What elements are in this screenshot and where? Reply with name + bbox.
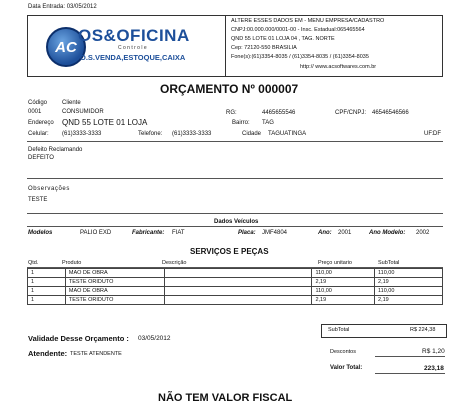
subtotal-value: R$ 224,38 — [410, 327, 436, 333]
footer-fiscal: NÃO TEM VALOR FISCAL — [158, 392, 293, 404]
model-year-value: 2002 — [416, 230, 430, 236]
district-value: TAG — [262, 120, 274, 126]
attendant-label: Atendente: — [28, 349, 68, 358]
cell-subtotal: 2,19 — [375, 278, 443, 287]
discount-value: R$ 1,20 — [422, 348, 445, 355]
cell-product: MAO DE OBRA — [65, 287, 164, 296]
cell-qtd: 1 — [28, 278, 66, 287]
cell-subtotal: 110,00 — [375, 287, 443, 296]
cell-qtd: 1 — [28, 287, 66, 296]
table-row — [28, 278, 443, 287]
cell-subtotal: 2,19 — [375, 296, 443, 305]
company-line-2: CNPJ:00.000.000/0001-00 - Insc. Estadual:065465564 — [231, 27, 365, 33]
rg-label: RG: — [226, 110, 237, 116]
discount-label: Descontos — [330, 349, 356, 355]
total-value: 223,18 — [424, 365, 444, 372]
table-row — [28, 287, 443, 296]
company-line-4: Cep: 72120-550 BRASILIA — [231, 45, 297, 51]
year-label: Ano: — [318, 230, 332, 236]
observations-value: TESTE — [28, 197, 48, 203]
validity-label: Validade Desse Orçamento : — [28, 334, 129, 343]
logo-tagline: O.S.VENDA,ESTOQUE,CAIXA — [80, 53, 186, 62]
table-row — [28, 296, 443, 305]
cell-qtd: 1 — [28, 269, 66, 278]
plate-label: Placa: — [238, 230, 256, 236]
cell-unit-price: 110,00 — [312, 287, 375, 296]
uf-label: UF: — [424, 131, 434, 137]
services-table — [27, 268, 443, 305]
attendant-value: TESTE ATENDENTE — [70, 351, 122, 357]
subtotal-label: SubTotal — [328, 327, 350, 333]
defect-label: Defeito Reclamando — [28, 147, 83, 153]
cell-subtotal: 110,00 — [375, 269, 443, 278]
city-value: TAGUATINGA — [268, 131, 307, 137]
plate-value: JMF4804 — [262, 230, 288, 236]
address-value: QND 55 LOTE 01 LOJA — [62, 118, 148, 127]
entry-date: Data Entrada: 03/05/2012 — [28, 4, 97, 10]
cell-product: TESTE ORIDUTO — [65, 296, 164, 305]
cell-qtd: 1 — [28, 296, 66, 305]
defect-value: DEFEITO — [28, 155, 54, 161]
code-label: Código — [28, 100, 48, 106]
services-heading: SERVIÇOS E PEÇAS — [190, 247, 269, 256]
col-subtotal: SubTotal — [378, 260, 400, 266]
vehicle-heading: Dados Veículos — [214, 219, 259, 225]
company-line-3: QND 55 LOTE 01 LOJA 04 , TAG. NORTE — [231, 36, 335, 42]
observations-label: Observações — [28, 186, 70, 192]
model-label: Modelos — [28, 230, 53, 236]
company-line-1: ALTERE ESSES DADOS EM - MENU EMPRESA/CADASTRO — [231, 18, 385, 24]
validity-value: 03/05/2012 — [138, 335, 171, 342]
table-row — [28, 269, 443, 278]
rg-value: 4465655546 — [262, 110, 296, 116]
col-product: Produto — [62, 260, 82, 266]
phone-value: (61)3333-3333 — [172, 131, 212, 137]
cell-description — [165, 296, 312, 305]
model-value: PALIO EXD — [80, 230, 112, 236]
client-name: CONSUMIDOR — [62, 109, 104, 115]
year-value: 2001 — [338, 230, 352, 236]
cpf-label: CPF/CNPJ: — [335, 110, 367, 116]
logo-name: OS&OFICINA — [78, 26, 190, 45]
company-website: http:// www.acsoftwares.com.br — [300, 64, 377, 70]
model-year-label: Ano Modelo: — [369, 230, 406, 236]
company-line-5: Fone(s):(61)3354-8035 / (61)3354-8035 / (61)3354-8035 — [231, 54, 369, 60]
cell-description — [165, 278, 312, 287]
col-unit-price: Preço unitario — [318, 260, 352, 266]
district-label: Bairro: — [232, 120, 250, 126]
cell-label: Celular: — [28, 131, 49, 137]
col-qtd: Qtd. — [28, 260, 39, 266]
total-label: Valor Total: — [330, 365, 363, 371]
cell-description — [165, 269, 312, 278]
cell-product: MAO DE OBRA — [65, 269, 164, 278]
uf-value: DF — [433, 131, 441, 137]
city-label: Cidade — [242, 131, 262, 137]
cell-unit-price: 2,19 — [312, 296, 375, 305]
cell-unit-price: 2,19 — [312, 278, 375, 287]
client-label: Cliente — [62, 100, 81, 106]
page-title: ORÇAMENTO Nº 000007 — [160, 82, 299, 96]
logo-subline: C o n t r o l e — [118, 45, 147, 51]
col-description: Descrição — [162, 260, 187, 266]
cell-description — [165, 287, 312, 296]
maker-label: Fabricante: — [132, 230, 165, 236]
client-code: 0001 — [28, 109, 42, 115]
cpf-value: 46546546566 — [372, 110, 409, 116]
cell-value: (61)3333-3333 — [62, 131, 102, 137]
phone-label: Telefone: — [138, 131, 163, 137]
logo-circle: AC — [46, 27, 86, 67]
maker-value: FIAT — [172, 230, 185, 236]
cell-product: TESTE ORIDUTO — [65, 278, 164, 287]
address-label: Endereço — [28, 120, 54, 126]
cell-unit-price: 110,00 — [312, 269, 375, 278]
